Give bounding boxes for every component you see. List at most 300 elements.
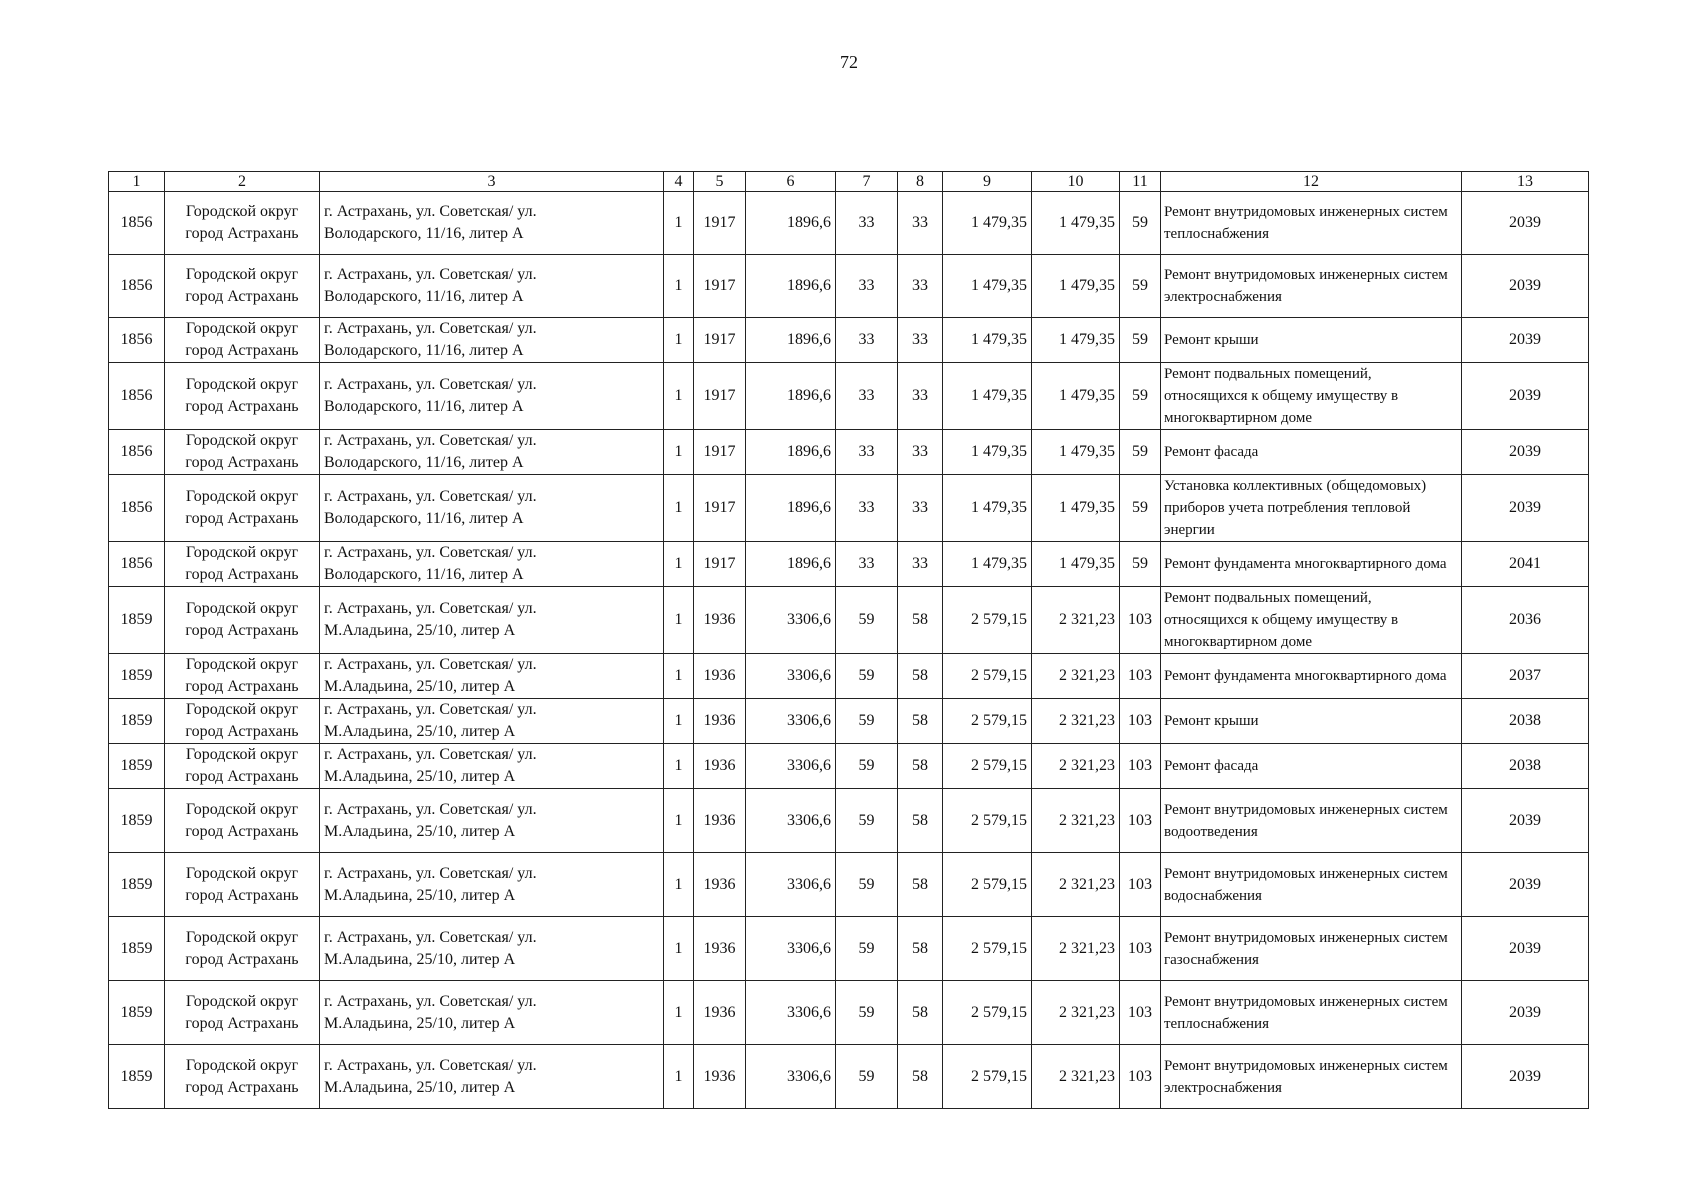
area-cell: 3306,6 (746, 853, 836, 917)
address-cell (320, 363, 664, 430)
municipality-cell-line: Городской округ (185, 701, 299, 718)
cell: 58 (898, 699, 943, 744)
row-id-cell: 1856 (109, 542, 165, 587)
address-cell (320, 192, 664, 255)
table-row (109, 430, 1589, 475)
row-id-cell: 1859 (109, 587, 165, 654)
cell: 33 (836, 318, 898, 363)
municipality-cell-line: Городской округ (185, 600, 299, 617)
address-cell-line: г. Астрахань, ул. Советская/ ул. (324, 320, 537, 337)
area-cell: 1896,6 (746, 363, 836, 430)
municipality-cell-line: Городской округ (185, 432, 299, 449)
address-cell-line: Володарского, 11/16, литер А (324, 342, 524, 359)
area-cell: 3306,6 (746, 917, 836, 981)
cell: 103 (1120, 699, 1161, 744)
year-built-cell: 1936 (694, 587, 746, 654)
address-cell (320, 1045, 664, 1109)
work-type-cell: Ремонт фундамента многоквартирного дома (1161, 542, 1462, 587)
cell: 1 (664, 587, 694, 654)
row-id-cell: 1859 (109, 981, 165, 1045)
year-built-cell: 1917 (694, 318, 746, 363)
municipality-cell-line: город Астрахань (185, 454, 299, 471)
address-cell-line: г. Астрахань, ул. Советская/ ул. (324, 864, 537, 882)
planned-year-cell: 2039 (1462, 981, 1589, 1045)
address-cell (320, 255, 664, 318)
table-row (109, 318, 1589, 363)
cell: 2 321,23 (1032, 917, 1120, 981)
area-cell: 3306,6 (746, 1045, 836, 1109)
address-cell (320, 654, 664, 699)
address-cell-line: г. Астрахань, ул. Советская/ ул. (324, 266, 537, 283)
cell: 1 (664, 789, 694, 853)
planned-year-cell: 2039 (1462, 475, 1589, 542)
cell: 59 (836, 654, 898, 699)
row-id-cell: 1856 (109, 475, 165, 542)
planned-year-cell: 2037 (1462, 654, 1589, 699)
year-built-cell: 1917 (694, 363, 746, 430)
work-type-cell: Ремонт крыши (1161, 318, 1462, 363)
cell: 103 (1120, 981, 1161, 1045)
cell: 59 (836, 744, 898, 789)
address-cell-line: Володарского, 11/16, литер А (324, 510, 524, 527)
municipality-cell-line: город Астрахань (185, 510, 299, 527)
municipality-cell (165, 475, 320, 542)
cell: 33 (898, 542, 943, 587)
municipality-cell-line: город Астрахань (185, 566, 299, 583)
cell: 59 (836, 587, 898, 654)
year-built-cell: 1936 (694, 981, 746, 1045)
table-row (109, 542, 1589, 587)
municipality-cell-line: город Астрахань (185, 950, 299, 968)
cell: 103 (1120, 1045, 1161, 1109)
year-built-cell: 1936 (694, 699, 746, 744)
year-built-cell: 1936 (694, 853, 746, 917)
municipality-cell-line: город Астрахань (185, 225, 299, 242)
row-id-cell: 1859 (109, 699, 165, 744)
address-cell-line: Володарского, 11/16, литер А (324, 566, 524, 583)
cell: 1 479,35 (1032, 542, 1120, 587)
address-cell-line: М.Аладьина, 25/10, литер А (324, 1014, 516, 1032)
cell: 33 (836, 192, 898, 255)
year-built-cell: 1936 (694, 1045, 746, 1109)
cell: 1 479,35 (1032, 192, 1120, 255)
municipality-cell (165, 587, 320, 654)
address-cell-line: г. Астрахань, ул. Советская/ ул. (324, 376, 537, 393)
table-row (109, 192, 1589, 255)
municipality-cell-line: Городской округ (185, 1056, 299, 1074)
address-cell-line: г. Астрахань, ул. Советская/ ул. (324, 656, 537, 673)
year-built-cell: 1936 (694, 917, 746, 981)
work-type-cell: Ремонт крыши (1161, 699, 1462, 744)
municipality-cell-line: Городской округ (185, 746, 299, 763)
capital-repair-table (108, 171, 1589, 1109)
municipality-cell (165, 192, 320, 255)
planned-year-cell: 2038 (1462, 699, 1589, 744)
planned-year-cell: 2039 (1462, 318, 1589, 363)
column-header: 4 (664, 172, 694, 192)
table-row (109, 363, 1589, 430)
cell: 59 (1120, 475, 1161, 542)
planned-year-cell: 2039 (1462, 255, 1589, 318)
cell: 1 479,35 (1032, 255, 1120, 318)
column-header: 8 (898, 172, 943, 192)
table-row (109, 587, 1589, 654)
municipality-cell-line: Городской округ (185, 928, 299, 946)
table-row (109, 917, 1589, 981)
table-row (109, 255, 1589, 318)
table-row (109, 1045, 1589, 1109)
table-row (109, 789, 1589, 853)
municipality-cell-line: город Астрахань (185, 288, 299, 305)
municipality-cell (165, 430, 320, 475)
address-cell-line: М.Аладьина, 25/10, литер А (324, 678, 516, 695)
municipality-cell (165, 853, 320, 917)
work-type-cell: Ремонт подвальных помещений, относящихся к общему имуществу в многоквартирном доме (1161, 363, 1462, 430)
cell: 58 (898, 853, 943, 917)
cell: 33 (836, 363, 898, 430)
cell: 1 (664, 1045, 694, 1109)
cell: 33 (836, 430, 898, 475)
work-type-cell: Ремонт фундамента многоквартирного дома (1161, 654, 1462, 699)
cell: 2 321,23 (1032, 587, 1120, 654)
address-cell (320, 789, 664, 853)
column-header: 9 (943, 172, 1032, 192)
year-built-cell: 1936 (694, 744, 746, 789)
municipality-cell (165, 318, 320, 363)
cell: 1 479,35 (1032, 318, 1120, 363)
column-header: 12 (1161, 172, 1462, 192)
area-cell: 3306,6 (746, 744, 836, 789)
cell: 58 (898, 587, 943, 654)
work-type-cell: Ремонт фасада (1161, 744, 1462, 789)
cell: 2 321,23 (1032, 699, 1120, 744)
address-cell (320, 587, 664, 654)
cell: 1 (664, 542, 694, 587)
cell: 1 (664, 430, 694, 475)
address-cell-line: г. Астрахань, ул. Советская/ ул. (324, 432, 537, 449)
cell: 59 (1120, 192, 1161, 255)
cell: 33 (836, 542, 898, 587)
municipality-cell-line: город Астрахань (185, 678, 299, 695)
cell: 103 (1120, 587, 1161, 654)
address-cell-line: Володарского, 11/16, литер А (324, 454, 524, 471)
area-cell: 1896,6 (746, 318, 836, 363)
row-id-cell: 1856 (109, 363, 165, 430)
cell: 1 479,35 (1032, 475, 1120, 542)
area-cell: 1896,6 (746, 542, 836, 587)
row-id-cell: 1859 (109, 1045, 165, 1109)
column-header: 3 (320, 172, 664, 192)
cell: 2 321,23 (1032, 744, 1120, 789)
cell: 2 579,15 (943, 744, 1032, 789)
address-cell-line: г. Астрахань, ул. Советская/ ул. (324, 1056, 537, 1074)
cell: 2 579,15 (943, 587, 1032, 654)
municipality-cell-line: Городской округ (185, 320, 299, 337)
column-header: 6 (746, 172, 836, 192)
area-cell: 3306,6 (746, 789, 836, 853)
work-type-cell: Ремонт внутридомовых инженерных систем водоотведения (1161, 789, 1462, 853)
address-cell-line: г. Астрахань, ул. Советская/ ул. (324, 600, 537, 617)
address-cell-line: г. Астрахань, ул. Советская/ ул. (324, 203, 537, 220)
cell: 33 (836, 475, 898, 542)
row-id-cell: 1859 (109, 654, 165, 699)
column-header: 13 (1462, 172, 1589, 192)
cell: 103 (1120, 853, 1161, 917)
address-cell-line: М.Аладьина, 25/10, литер А (324, 950, 516, 968)
year-built-cell: 1917 (694, 430, 746, 475)
cell: 1 (664, 654, 694, 699)
municipality-cell (165, 654, 320, 699)
planned-year-cell: 2039 (1462, 789, 1589, 853)
table-row (109, 853, 1589, 917)
municipality-cell-line: Городской округ (185, 266, 299, 283)
planned-year-cell: 2039 (1462, 917, 1589, 981)
column-header: 11 (1120, 172, 1161, 192)
planned-year-cell: 2036 (1462, 587, 1589, 654)
cell: 2 321,23 (1032, 981, 1120, 1045)
area-cell: 1896,6 (746, 475, 836, 542)
cell: 59 (1120, 363, 1161, 430)
address-cell-line: М.Аладьина, 25/10, литер А (324, 723, 516, 740)
planned-year-cell: 2039 (1462, 363, 1589, 430)
address-cell-line: М.Аладьина, 25/10, литер А (324, 822, 516, 840)
year-built-cell: 1936 (694, 654, 746, 699)
address-cell (320, 430, 664, 475)
cell: 2 321,23 (1032, 853, 1120, 917)
municipality-cell-line: Городской округ (185, 800, 299, 818)
municipality-cell (165, 542, 320, 587)
cell: 1 479,35 (943, 318, 1032, 363)
cell: 33 (898, 430, 943, 475)
municipality-cell (165, 363, 320, 430)
work-type-cell: Ремонт фасада (1161, 430, 1462, 475)
municipality-cell-line: Городской округ (185, 992, 299, 1010)
municipality-cell-line: город Астрахань (185, 886, 299, 904)
municipality-cell-line: город Астрахань (185, 1078, 299, 1096)
column-header: 5 (694, 172, 746, 192)
address-cell-line: Володарского, 11/16, литер А (324, 225, 524, 242)
cell: 2 579,15 (943, 1045, 1032, 1109)
cell: 1 479,35 (1032, 430, 1120, 475)
cell: 1 (664, 744, 694, 789)
cell: 1 (664, 917, 694, 981)
work-type-cell: Ремонт подвальных помещений, относящихся к общему имуществу в многоквартирном доме (1161, 587, 1462, 654)
cell: 59 (1120, 430, 1161, 475)
page-number: 72 (840, 52, 858, 72)
cell: 1 479,35 (943, 255, 1032, 318)
cell: 2 579,15 (943, 699, 1032, 744)
cell: 58 (898, 654, 943, 699)
planned-year-cell: 2041 (1462, 542, 1589, 587)
cell: 103 (1120, 744, 1161, 789)
table-body (109, 192, 1589, 1109)
cell: 2 321,23 (1032, 654, 1120, 699)
area-cell: 1896,6 (746, 255, 836, 318)
row-id-cell: 1859 (109, 744, 165, 789)
cell: 2 579,15 (943, 654, 1032, 699)
municipality-cell (165, 981, 320, 1045)
work-type-cell: Ремонт внутридомовых инженерных систем электроснабжения (1161, 255, 1462, 318)
cell: 59 (836, 789, 898, 853)
municipality-cell-line: Городской округ (185, 376, 299, 393)
address-cell-line: М.Аладьина, 25/10, литер А (324, 768, 516, 785)
municipality-cell (165, 1045, 320, 1109)
area-cell: 1896,6 (746, 430, 836, 475)
planned-year-cell: 2039 (1462, 192, 1589, 255)
year-built-cell: 1917 (694, 475, 746, 542)
cell: 1 479,35 (943, 475, 1032, 542)
year-built-cell: 1917 (694, 192, 746, 255)
municipality-cell (165, 255, 320, 318)
column-header: 7 (836, 172, 898, 192)
cell: 103 (1120, 654, 1161, 699)
cell: 59 (1120, 318, 1161, 363)
address-cell-line: г. Астрахань, ул. Советская/ ул. (324, 992, 537, 1010)
address-cell-line: г. Астрахань, ул. Советская/ ул. (324, 800, 537, 818)
cell: 1 479,35 (943, 363, 1032, 430)
cell: 33 (898, 475, 943, 542)
cell: 33 (898, 363, 943, 430)
cell: 33 (898, 318, 943, 363)
planned-year-cell: 2038 (1462, 744, 1589, 789)
address-cell-line: г. Астрахань, ул. Советская/ ул. (324, 488, 537, 505)
area-cell: 3306,6 (746, 654, 836, 699)
municipality-cell (165, 917, 320, 981)
row-id-cell: 1856 (109, 430, 165, 475)
cell: 58 (898, 744, 943, 789)
municipality-cell-line: Городской округ (185, 544, 299, 561)
cell: 59 (836, 917, 898, 981)
address-cell-line: г. Астрахань, ул. Советская/ ул. (324, 746, 537, 763)
area-cell: 3306,6 (746, 981, 836, 1045)
cell: 59 (836, 981, 898, 1045)
municipality-cell-line: город Астрахань (185, 1014, 299, 1032)
header-row (109, 172, 1589, 192)
address-cell (320, 318, 664, 363)
address-cell-line: г. Астрахань, ул. Советская/ ул. (324, 928, 537, 946)
cell: 59 (836, 699, 898, 744)
table-row (109, 699, 1589, 744)
row-id-cell: 1859 (109, 917, 165, 981)
column-header: 2 (165, 172, 320, 192)
area-cell: 3306,6 (746, 587, 836, 654)
work-type-cell: Ремонт внутридомовых инженерных систем теплоснабжения (1161, 192, 1462, 255)
cell: 58 (898, 1045, 943, 1109)
cell: 1 (664, 981, 694, 1045)
table-row (109, 654, 1589, 699)
cell: 1 (664, 255, 694, 318)
cell: 2 579,15 (943, 853, 1032, 917)
cell: 1 479,35 (1032, 363, 1120, 430)
municipality-cell-line: город Астрахань (185, 822, 299, 840)
area-cell: 1896,6 (746, 192, 836, 255)
cell: 1 479,35 (943, 192, 1032, 255)
cell: 59 (836, 853, 898, 917)
cell: 58 (898, 917, 943, 981)
municipality-cell-line: город Астрахань (185, 398, 299, 415)
municipality-cell-line: Городской округ (185, 864, 299, 882)
cell: 33 (836, 255, 898, 318)
cell: 103 (1120, 917, 1161, 981)
municipality-cell-line: город Астрахань (185, 622, 299, 639)
year-built-cell: 1917 (694, 255, 746, 318)
municipality-cell (165, 699, 320, 744)
address-cell-line: г. Астрахань, ул. Советская/ ул. (324, 701, 537, 718)
work-type-cell: Ремонт внутридомовых инженерных систем газоснабжения (1161, 917, 1462, 981)
cell: 1 (664, 853, 694, 917)
cell: 2 321,23 (1032, 1045, 1120, 1109)
row-id-cell: 1856 (109, 255, 165, 318)
address-cell (320, 475, 664, 542)
cell: 58 (898, 981, 943, 1045)
cell: 2 579,15 (943, 981, 1032, 1045)
address-cell-line: М.Аладьина, 25/10, литер А (324, 622, 516, 639)
cell: 59 (1120, 255, 1161, 318)
column-header: 10 (1032, 172, 1120, 192)
work-type-cell: Ремонт внутридомовых инженерных систем водоснабжения (1161, 853, 1462, 917)
work-type-cell: Ремонт внутридомовых инженерных систем теплоснабжения (1161, 981, 1462, 1045)
row-id-cell: 1859 (109, 853, 165, 917)
cell: 103 (1120, 789, 1161, 853)
municipality-cell-line: Городской округ (185, 656, 299, 673)
cell: 1 (664, 192, 694, 255)
table-row (109, 744, 1589, 789)
planned-year-cell: 2039 (1462, 853, 1589, 917)
area-cell: 3306,6 (746, 699, 836, 744)
municipality-cell-line: город Астрахань (185, 768, 299, 785)
year-built-cell: 1936 (694, 789, 746, 853)
cell: 1 479,35 (943, 430, 1032, 475)
municipality-cell (165, 789, 320, 853)
work-type-cell: Установка коллективных (общедомовых) приборов учета потребления тепловой энергии (1161, 475, 1462, 542)
cell: 59 (1120, 542, 1161, 587)
address-cell-line: г. Астрахань, ул. Советская/ ул. (324, 544, 537, 561)
planned-year-cell: 2039 (1462, 430, 1589, 475)
row-id-cell: 1856 (109, 318, 165, 363)
address-cell-line: Володарского, 11/16, литер А (324, 288, 524, 305)
municipality-cell-line: Городской округ (185, 488, 299, 505)
work-type-cell: Ремонт внутридомовых инженерных систем электроснабжения (1161, 1045, 1462, 1109)
cell: 1 (664, 318, 694, 363)
planned-year-cell: 2039 (1462, 1045, 1589, 1109)
cell: 33 (898, 192, 943, 255)
address-cell-line: М.Аладьина, 25/10, литер А (324, 886, 516, 904)
cell: 1 479,35 (943, 542, 1032, 587)
cell: 33 (898, 255, 943, 318)
cell: 2 579,15 (943, 789, 1032, 853)
row-id-cell: 1856 (109, 192, 165, 255)
address-cell (320, 981, 664, 1045)
address-cell (320, 853, 664, 917)
table-row (109, 475, 1589, 542)
year-built-cell: 1917 (694, 542, 746, 587)
address-cell (320, 699, 664, 744)
municipality-cell-line: город Астрахань (185, 342, 299, 359)
municipality-cell-line: Городской округ (185, 203, 299, 220)
address-cell-line: М.Аладьина, 25/10, литер А (324, 1078, 516, 1096)
cell: 1 (664, 699, 694, 744)
cell: 1 (664, 363, 694, 430)
cell: 2 321,23 (1032, 789, 1120, 853)
address-cell (320, 744, 664, 789)
table-row (109, 981, 1589, 1045)
address-cell (320, 542, 664, 587)
column-header: 1 (109, 172, 165, 192)
address-cell (320, 917, 664, 981)
cell: 59 (836, 1045, 898, 1109)
row-id-cell: 1859 (109, 789, 165, 853)
cell: 58 (898, 789, 943, 853)
